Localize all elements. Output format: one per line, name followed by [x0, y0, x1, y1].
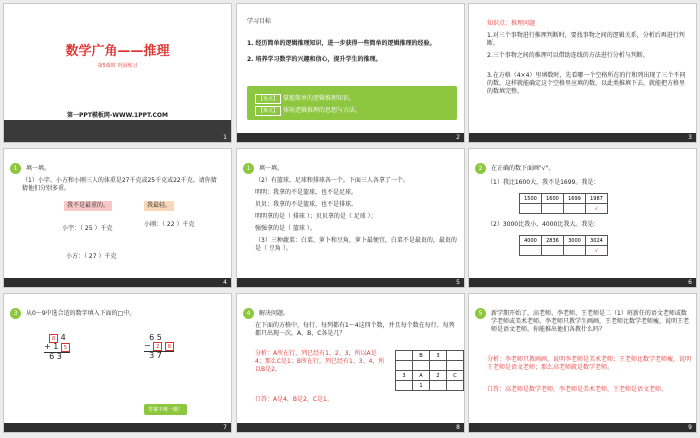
- table-cell: 3024: [586, 236, 608, 246]
- question-badge: 5: [475, 308, 486, 319]
- line-4: 明明拿的是（ 排球 ）；贝贝拿的是（ 足球 ）；: [255, 213, 377, 220]
- line-2: 明明：我拿的不是篮球，也不是足球。: [255, 189, 358, 196]
- answer-text: 口答：高老师是数学老师，李老师是美术老师，王老师是语文老师。: [487, 386, 668, 393]
- table-cell: 2836: [542, 236, 564, 246]
- slide-bar: [237, 133, 464, 142]
- line-1: （2）有篮球、足球和排球各一个。下面三人各拿了一个。: [255, 177, 409, 184]
- analysis-text: 分析：李老师只教画画，说明李老师是美术老师；王老师比数学老师瘦，说明王老师是语文老师；那么高老师就是数学老师。: [487, 356, 692, 371]
- question-badge: 1: [10, 163, 21, 174]
- slide-number: 4: [223, 279, 227, 286]
- question-badge: 4: [243, 308, 254, 319]
- point-2: 2.三个事物之间的推理可以借助连线的方法进行分析与判断。: [487, 52, 649, 59]
- slide-4[interactable]: [3, 148, 232, 288]
- slide-number: 2: [456, 134, 460, 141]
- line-3: 贝贝：我拿的不是篮球，也不是排球。: [255, 201, 358, 208]
- answer-xiaofang: 小方：（ 27 ）千克: [66, 253, 117, 260]
- question-badge: 3: [10, 308, 21, 319]
- point-1: 1.对三个事物进行推理判断时，要找事物之间的逻辑关系，分析后再进行判断。: [487, 32, 685, 47]
- sub-question-1: （1）我比1600大，我不是1699。我是：: [487, 179, 600, 186]
- slide-bar: [237, 278, 464, 287]
- question: 填一填。: [26, 165, 51, 172]
- question: 解决问题。: [259, 310, 290, 317]
- note-badge: 答案不唯一哦！: [144, 404, 187, 415]
- answer-xiaoyu: 小宇：（ 25 ）千克: [62, 225, 113, 232]
- slide-7[interactable]: [3, 293, 232, 433]
- line-5: 强强拿的是（ 篮球 ）。: [255, 225, 316, 232]
- key-points-box: [247, 86, 457, 120]
- heading: 学习目标: [247, 18, 272, 25]
- slide-8[interactable]: [236, 293, 465, 433]
- slide-number: 3: [688, 134, 692, 141]
- question-badge: 2: [475, 163, 486, 174]
- line-6: （3）三种蔬菜：白菜、萝卜和豆角，萝卜最便宜，白菜不是最贵的，最贵的是（ 豆角 ）。: [255, 237, 457, 252]
- key-text: 掌握简单的逻辑推理知识。: [283, 95, 356, 102]
- slide-title: 数学广角——推理: [65, 44, 170, 59]
- difficulty-text: 体验逻辑推理的思想与方法。: [283, 107, 362, 114]
- subtraction-problem: 6 5 − 2 8 3 7: [144, 334, 174, 360]
- slide-number: 5: [456, 279, 460, 286]
- problem-text: 在下面的方格中，每行、每列都有1～4这四个数，并且每个数在每行、每列都只出现一次。A、B、C各是几？: [255, 322, 455, 337]
- slide-number: 9: [688, 424, 692, 431]
- check-mark[interactable]: √: [586, 204, 608, 214]
- slide-6[interactable]: [468, 148, 697, 288]
- question-text: （1）小字、小方和小刚三人的体重是27千克或25千克或22千克。请你猜猜他们分别多重。: [22, 177, 217, 192]
- slide-bottom-band: [4, 120, 231, 142]
- slide-number: 1: [223, 134, 227, 141]
- slide-number: 7: [223, 424, 227, 431]
- analysis-text: 分析：A所在行，列已经有1、2、3，所以A是4；那么C是1；B所在行，列已经有1、3、4，所以B是2。: [255, 350, 385, 373]
- point-3: 3.在方格（4×4）里填数时，先看哪一个空格所在的行和列出现了三个不同的数，这样就能确定这个空格里应填的数，以此类推填下去，就能把方格里的数填完整。: [487, 72, 686, 95]
- table-cell: 1699: [564, 194, 586, 204]
- key-tag: 【重点】: [255, 94, 281, 104]
- slide-bar: [4, 278, 231, 287]
- goal-1: 1. 经历简单的逻辑推理知识，进一步获得一些简单的逻辑推理的经验。: [247, 40, 436, 47]
- slide-bar: [469, 133, 696, 142]
- logic-grid: B 3 3 A 2 C 1: [395, 350, 464, 391]
- goal-2: 2. 培养学习数学的兴趣和信心，提升学生的推理。: [247, 56, 382, 63]
- sub-question-2: （2）3000比我小，4000比我大。我是：: [487, 221, 600, 228]
- table-cell: 1987: [586, 194, 608, 204]
- table-cell: 3000: [564, 236, 586, 246]
- table-cell: 1500: [520, 194, 542, 204]
- slide-bar: [469, 278, 696, 287]
- problem-text: 新学期开始了，高老师、李老师、王老师是二（1）班新任的语文老师或数学老师或美术老师。李老师只教学生画画，王老师比数学老师瘦，说明王老师是语文老师。你能推出他们各教什么吗？: [491, 310, 690, 333]
- number-table-2: [519, 235, 608, 256]
- slide-number: 8: [456, 424, 460, 431]
- table-cell: 4000: [520, 236, 542, 246]
- slide-subtitle: 第5课时 巩固练习: [97, 63, 138, 69]
- slide-number: 6: [688, 279, 692, 286]
- addition-problem: 8 4 + 1 5 6 3: [44, 334, 70, 361]
- slide-9[interactable]: [468, 293, 697, 433]
- number-table-1: [519, 193, 608, 214]
- speech-bubble-1: 我不是最重的。: [64, 201, 112, 211]
- heading: 知识点：推理问题: [487, 20, 536, 27]
- table-cell: 1600: [542, 194, 564, 204]
- slide-3[interactable]: [468, 3, 697, 143]
- slide-bar: [469, 423, 696, 432]
- slide-footer: 第一PPT模板网-WWW.1PPT.COM: [67, 112, 168, 119]
- answer-text: 口答：A是4，B是2，C是1。: [255, 396, 333, 403]
- question: 在正确的数下面画"√"。: [491, 165, 555, 172]
- difficulty-tag: 【难点】: [255, 106, 281, 116]
- check-mark[interactable]: √: [586, 246, 608, 256]
- question-badge: 1: [243, 163, 254, 174]
- slide-1[interactable]: [3, 3, 232, 143]
- slide-bar: [237, 423, 464, 432]
- slide-bar: [4, 423, 231, 432]
- question: 从0～9中选合适的数字填入下面的□中。: [26, 310, 136, 317]
- speech-bubble-2: 我最轻。: [144, 201, 174, 211]
- slide-5[interactable]: [236, 148, 465, 288]
- answer-xiaogang: 小刚：（ 22 ）千克: [144, 221, 195, 228]
- question: 填一填。: [259, 165, 284, 172]
- slide-2[interactable]: [236, 3, 465, 143]
